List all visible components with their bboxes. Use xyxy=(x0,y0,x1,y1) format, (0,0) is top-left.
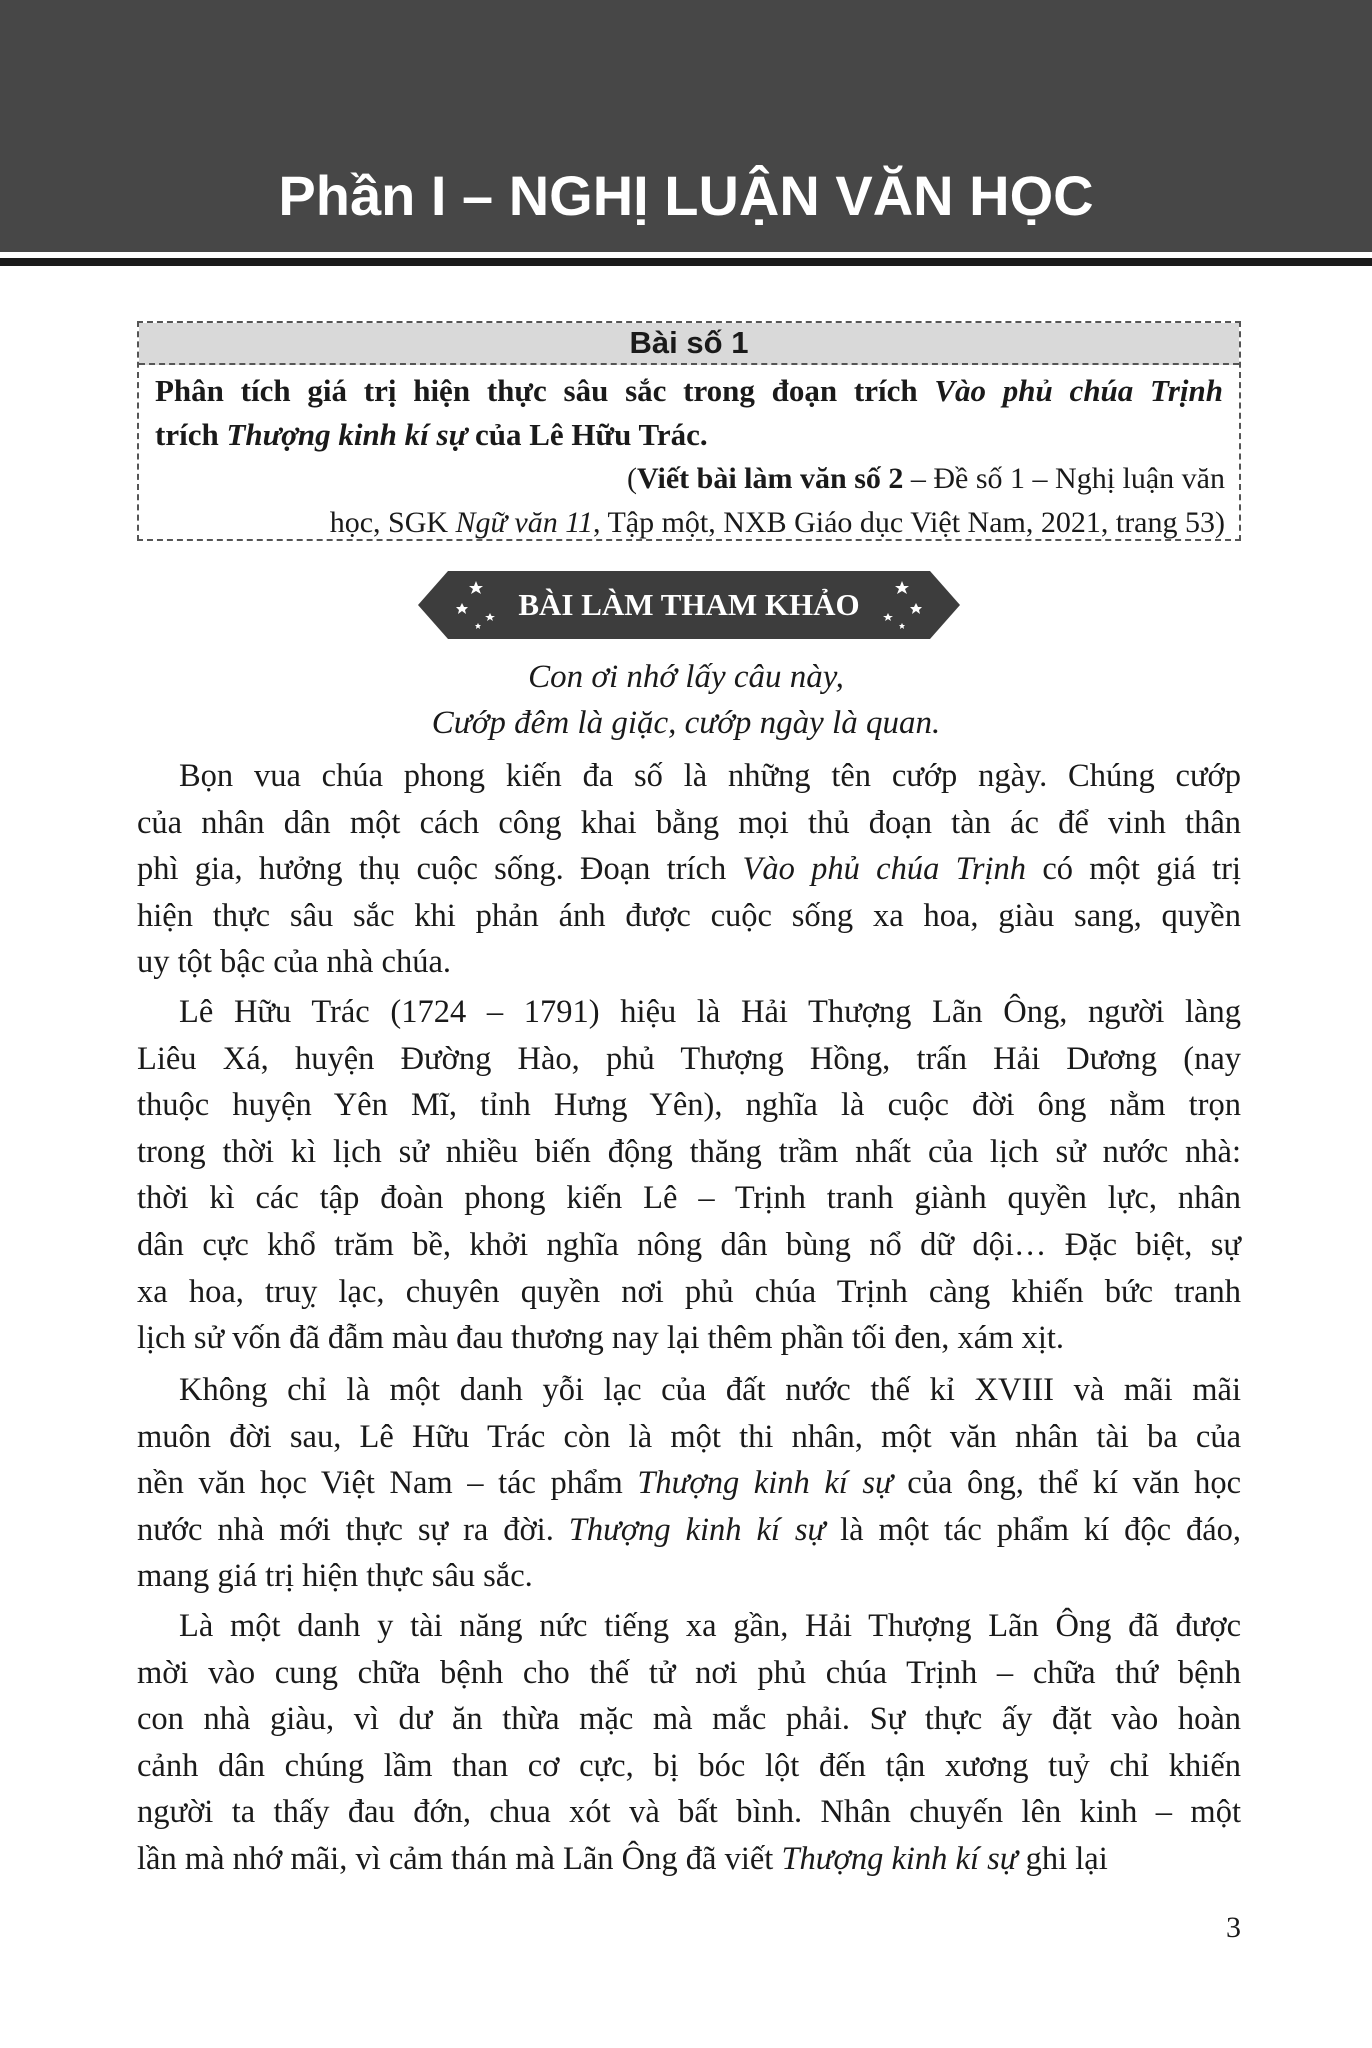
prompt-title: Vào phủ chúa Trịnh xyxy=(934,373,1223,408)
section-banner xyxy=(418,567,960,643)
prompt-text: trích xyxy=(155,417,227,452)
source-text: – Đề số 1 – Nghị luận văn xyxy=(903,462,1225,495)
source-text: , Tập một, NXB Giáo dục Việt Nam, 2021, trang 53) xyxy=(593,506,1225,539)
epigraph-line: Con ơi nhớ lấy câu này, xyxy=(528,659,844,695)
paragraph-text: có một giá trị xyxy=(1026,851,1241,888)
paragraph-line xyxy=(137,1269,1241,1315)
paragraph-text: nước nhà mới thực sự ra đời. xyxy=(137,1511,569,1548)
paragraph-line xyxy=(137,1082,1241,1128)
paragraph-line xyxy=(137,1696,1241,1742)
paragraph-line xyxy=(137,1507,1241,1553)
paragraph-text: hiện thực sâu sắc khi phản ánh được cuộc sống xa hoa, giàu sang, quyền xyxy=(137,897,1241,934)
exercise-source-line xyxy=(627,457,1225,501)
prompt-text: của Lê Hữu Trác. xyxy=(467,417,708,452)
paragraph-line xyxy=(137,1460,1241,1506)
paragraph-line xyxy=(137,1553,1241,1599)
prompt-title: Thượng kinh kí sự xyxy=(226,417,468,452)
paragraph-line xyxy=(137,1836,1241,1882)
paragraph-text: cảnh dân chúng lầm than cơ cực, bị bóc lột đến tận xương tuỷ chỉ khiến xyxy=(137,1747,1241,1784)
paragraph-text: lịch sử vốn đã đẫm màu đau thương nay lại thêm phần tối đen, xám xịt. xyxy=(137,1320,1065,1357)
paragraph-line xyxy=(137,1036,1241,1082)
paragraph-line xyxy=(137,1175,1241,1221)
paragraph-text: mời vào cung chữa bệnh cho thế tử nơi phủ chúa Trịnh – chữa thứ bệnh xyxy=(137,1654,1241,1691)
paragraph-text: dân cực khổ trăm bề, khởi nghĩa nông dân bùng nổ dữ dội… Đặc biệt, sự xyxy=(137,1227,1241,1263)
paragraph-line xyxy=(179,753,1241,799)
paragraph-text: là một tác phẩm kí độc đáo, xyxy=(825,1511,1241,1548)
paragraph-text: Bọn vua chúa phong kiến đa số là những tên cướp ngày. Chúng cướp xyxy=(179,758,1241,794)
banner-label: BÀI LÀM THAM KHẢO xyxy=(518,587,860,622)
paragraph-text: xa hoa, truỵ lạc, chuyên quyền nơi phủ chúa Trịnh càng khiến bức tranh xyxy=(137,1273,1241,1310)
header-rule-dark xyxy=(0,258,1372,266)
page-number: 3 xyxy=(1226,1911,1241,1944)
paragraph-line xyxy=(137,1743,1241,1789)
source-text: ( xyxy=(626,462,637,495)
paragraph-text: thời kì các tập đoàn phong kiến Lê – Trịnh tranh giành quyền lực, nhân xyxy=(137,1180,1241,1217)
paragraph-line xyxy=(137,893,1241,939)
exercise-source-line xyxy=(330,501,1225,545)
source-bold: Viết bài làm văn số 2 xyxy=(636,462,904,495)
paragraph-text: trong thời kì lịch sử nhiều biến động thăng trầm nhất của lịch sử nước nhà: xyxy=(137,1133,1241,1170)
paragraph-line xyxy=(137,1315,1241,1361)
exercise-box xyxy=(137,321,1241,541)
section-title: Phần I – NGHỊ LUẬN VĂN HỌC xyxy=(278,164,1094,227)
work-title: Thượng kinh kí sự xyxy=(568,1511,826,1548)
paragraph-line xyxy=(137,800,1241,846)
exercise-label: Bài số 1 xyxy=(139,323,1239,365)
paragraph-line xyxy=(137,1414,1241,1460)
paragraph-line xyxy=(137,939,1241,985)
exercise-prompt-line xyxy=(155,413,1223,457)
prompt-text: Phân tích giá trị hiện thực sâu sắc trong đoạn trích xyxy=(155,373,935,408)
paragraph-text: con nhà giàu, vì dư ăn thừa mặc mà mắc phải. Sự thực ấy đặt vào hoàn xyxy=(137,1701,1241,1738)
paragraph-text: Không chỉ là một danh yỗi lạc của đất nước thế kỉ XVIII và mãi mãi xyxy=(179,1372,1241,1408)
paragraph-text: uy tột bậc của nhà chúa. xyxy=(137,944,452,981)
exercise-prompt-line xyxy=(155,369,1223,413)
work-title: Thượng kinh kí sự xyxy=(637,1465,893,1502)
paragraph-line xyxy=(137,846,1241,892)
paragraph-line xyxy=(179,1367,1241,1413)
paragraph-line xyxy=(137,1222,1241,1268)
paragraph-text: mang giá trị hiện thực sâu sắc. xyxy=(137,1558,533,1595)
work-title: Vào phủ chúa Trịnh xyxy=(742,851,1027,888)
work-title: Thượng kinh kí sự xyxy=(781,1841,1018,1877)
paragraph-text: phì gia, hưởng thụ cuộc sống. Đoạn trích xyxy=(137,851,743,888)
paragraph-text: của nhân dân một cách công khai bằng mọi thủ đoạn tàn ác để vinh thân xyxy=(137,804,1241,841)
paragraph-line xyxy=(137,1650,1241,1696)
paragraph-text: Lê Hữu Trác (1724 – 1791) hiệu là Hải Thượng Lãn Ông, người làng xyxy=(179,994,1241,1030)
epigraph-line: Cướp đêm là giặc, cướp ngày là quan. xyxy=(431,705,941,741)
paragraph-text: muôn đời sau, Lê Hữu Trác còn là một thi nhân, một văn nhân tài ba của xyxy=(137,1418,1241,1455)
paragraph-line xyxy=(179,1603,1241,1649)
source-title: Ngữ văn 11 xyxy=(455,506,593,539)
paragraph-text: người ta thấy đau đớn, chua xót và bất bình. Nhân chuyến lên kinh – một xyxy=(137,1794,1241,1831)
paragraph-text: thuộc huyện Yên Mĩ, tỉnh Hưng Yên), nghĩa là cuộc đời ông nằm trọn xyxy=(137,1087,1241,1124)
paragraph-text: Là một danh y tài năng nức tiếng xa gần, Hải Thượng Lãn Ông đã được xyxy=(179,1608,1241,1644)
paragraph-text: Liêu Xá, huyện Đường Hào, phủ Thượng Hồng, trấn Hải Dương (nay xyxy=(137,1040,1241,1077)
paragraph-text: lần mà nhớ mãi, vì cảm thán mà Lãn Ông đã viết xyxy=(137,1841,782,1877)
paragraph-text: của ông, thể kí văn học xyxy=(892,1465,1242,1502)
paragraph-text: nền văn học Việt Nam – tác phẩm xyxy=(137,1465,638,1502)
paragraph-line xyxy=(179,989,1241,1035)
paragraph-line xyxy=(137,1789,1241,1835)
source-text: học, SGK xyxy=(329,506,456,539)
paragraph-line xyxy=(137,1129,1241,1175)
paragraph-text: ghi lại xyxy=(1017,1841,1108,1877)
